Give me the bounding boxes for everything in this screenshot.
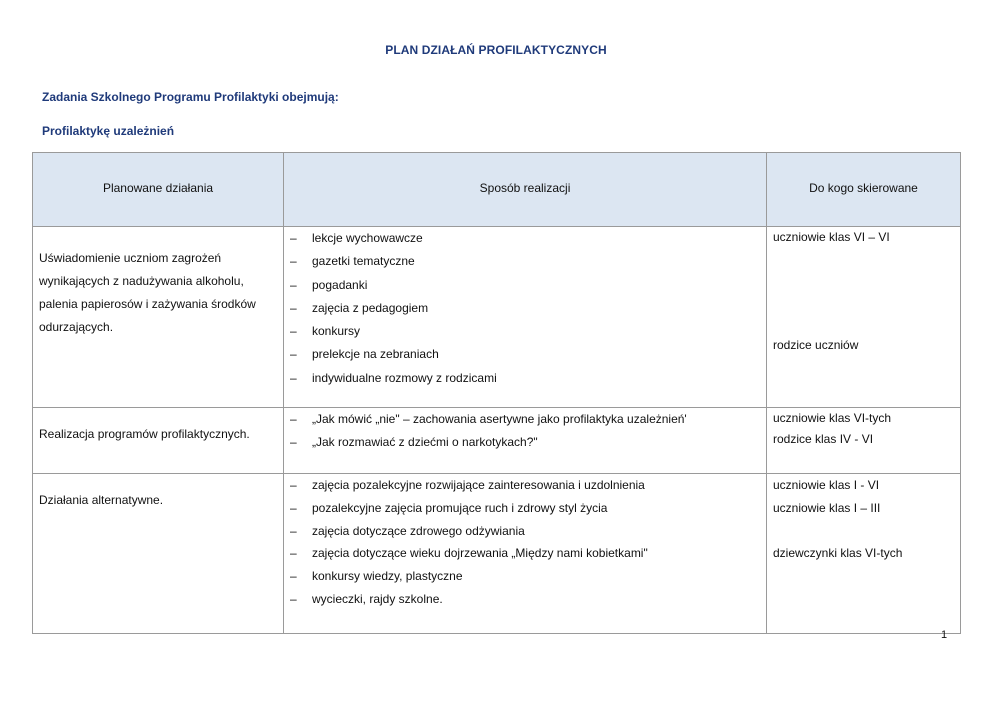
row-targets [767,408,961,474]
list-item: – konkursy [290,320,760,343]
header-method: Sposób realizacji [284,153,767,227]
document-title: PLAN DZIAŁAŃ PROFILAKTYCZNYCH [385,43,607,57]
section-heading: Zadania Szkolnego Programu Profilaktyki obejmują: [42,90,339,104]
table-row [33,408,961,474]
table-row [33,227,961,408]
list-item: – lekcje wychowawcze [290,227,760,250]
list-item: – indywidualne rozmowy z rodzicami [290,367,760,390]
prevention-plan-table [32,152,961,634]
target-item: rodzice uczniów [773,338,859,352]
header-planned-actions: Planowane działania [33,153,284,227]
subsection-heading: Profilaktykę uzależnień [42,124,175,138]
list-item: – zajęcia pozalekcyjne rozwijające zainteresowania i uzdolnienia [290,474,760,497]
list-item: – gazetki tematyczne [290,250,760,273]
target-item: uczniowie klas I - VI [773,478,880,492]
list-item: – prelekcje na zebraniach [290,343,760,366]
list-item: – zajęcia z pedagogiem [290,297,760,320]
list-item: – konkursy wiedzy, plastyczne [290,565,760,588]
list-item: – wycieczki, rajdy szkolne. [290,588,760,611]
row-action: Realizacja programów profilaktycznych. [33,408,284,474]
row-methods [284,227,767,408]
row-action: Uświadomienie uczniom zagrożeń wynikających z nadużywania alkoholu, palenia papierosów i zażywania środków odurzających. [33,227,284,408]
page-number: 1 [941,629,948,641]
row-targets [767,474,961,634]
list-item: – zajęcia dotyczące zdrowego odżywiania [290,520,760,543]
target-item: uczniowie klas VI – VI [773,230,890,244]
list-item: – pogadanki [290,274,760,297]
target-item: uczniowie klas VI-tych [773,411,892,425]
header-target: Do kogo skierowane [767,153,961,227]
list-item: – „Jak rozmawiać z dziećmi o narkotykach?" [290,431,760,454]
row-methods [284,474,767,634]
row-action: Działania alternatywne. [33,474,284,634]
list-item: – „Jak mówić „nie" – zachowania asertywne jako profilaktyka uzależnień' [290,408,760,431]
row-targets [767,227,961,408]
table-row [33,474,961,634]
target-item: rodzice klas IV - VI [773,432,874,446]
target-item: dziewczynki klas VI-tych [773,546,903,561]
list-item: – pozalekcyjne zajęcia promujące ruch i zdrowy styl życia [290,497,760,520]
target-item: uczniowie klas I – III [773,500,881,515]
row-methods [284,408,767,474]
table-header-row [33,153,961,227]
list-item: – zajęcia dotyczące wieku dojrzewania „Między nami kobietkami" [290,542,760,565]
